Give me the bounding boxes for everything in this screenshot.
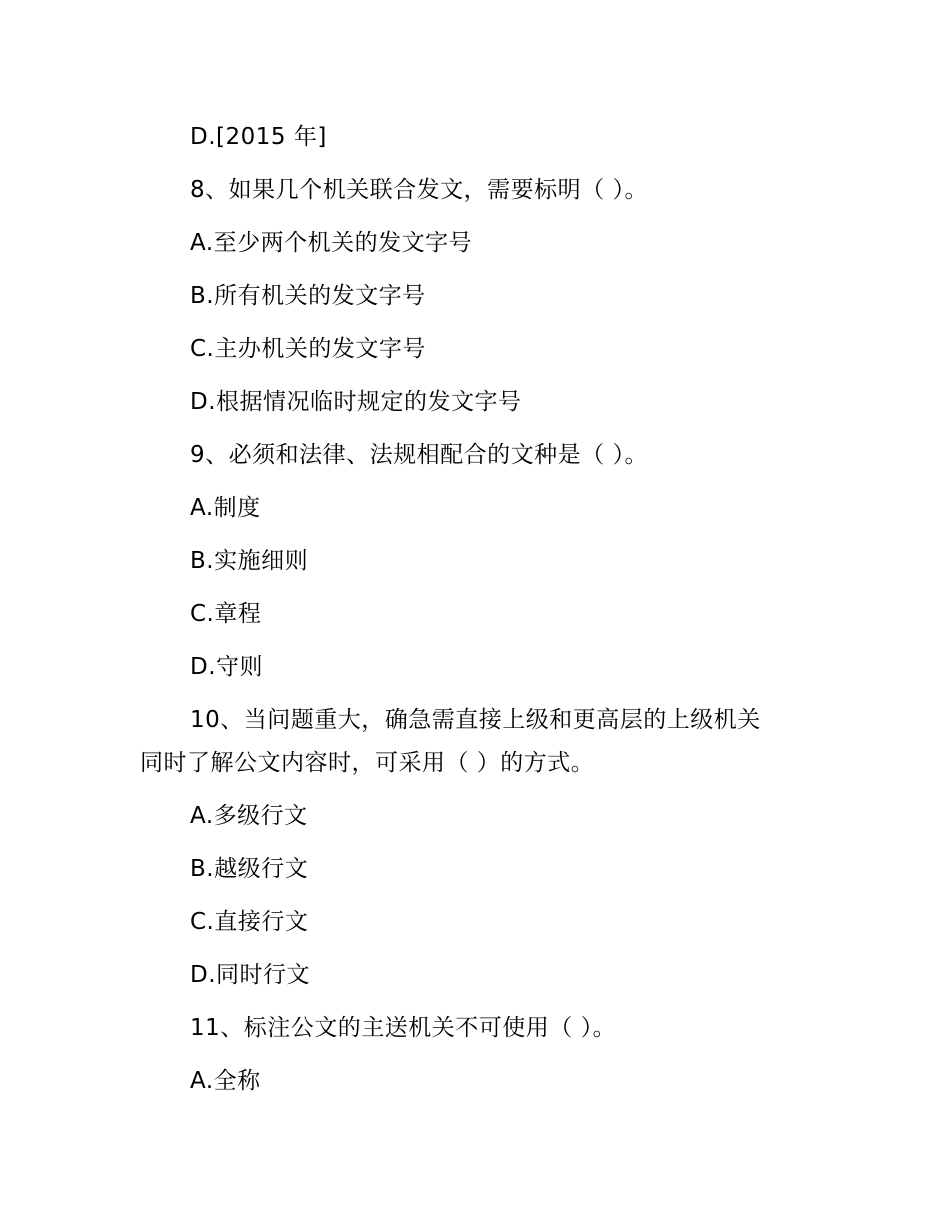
option-a-q11: A.全称 [190,1068,261,1094]
option-b-q10: B.越级行文 [190,856,309,882]
option-c-q8: C.主办机关的发文字号 [190,336,426,362]
option-a-q9: A.制度 [190,495,261,521]
option-a-q8: A.至少两个机关的发文字号 [190,230,473,256]
question-11: 11、标注公文的主送机关不可使用（ ）。 [190,1015,617,1041]
question-10-line-2: 同时了解公文内容时，可采用（ ）的方式。 [140,750,595,776]
option-d-q9: D.守则 [190,654,264,680]
option-c-q10: C.直接行文 [190,909,309,935]
option-d-q7: D.[2015 年] [190,124,327,150]
question-10-line-1: 10、当问题重大，确急需直接上级和更高层的上级机关 [190,707,761,733]
option-d-q10: D.同时行文 [190,962,311,988]
option-d-q8: D.根据情况临时规定的发文字号 [190,389,522,415]
option-b-q9: B.实施细则 [190,548,309,574]
option-c-q9: C.章程 [190,601,262,627]
question-8: 8、如果几个机关联合发文，需要标明（ ）。 [190,177,648,203]
question-9: 9、必须和法律、法规相配合的文种是（ ）。 [190,442,648,468]
option-b-q8: B.所有机关的发文字号 [190,283,426,309]
option-a-q10: A.多级行文 [190,803,308,829]
